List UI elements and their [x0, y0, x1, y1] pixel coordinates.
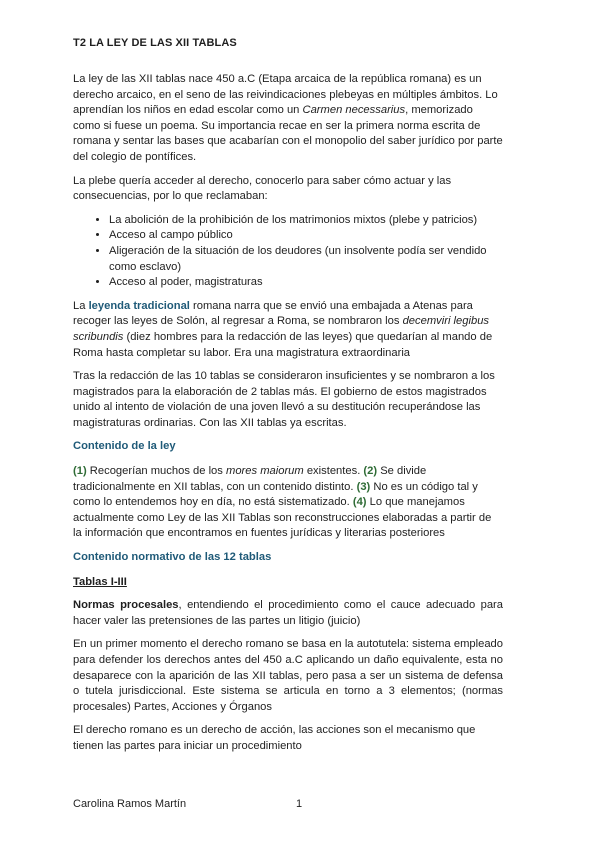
paragraph-legend: La leyenda tradicional romana narra que se envió una embajada a Atenas para recoger las leyes de Solón, al regresar a Roma, se nombraron los decemviri legibus scribundis (diez hombres para la redacción de las leyes) que quedarían al mando de Roma hasta completar su labor. Era una magistratura extraordinaria: [73, 299, 493, 359]
paragraph-tables: Tras la redacción de las 10 tablas se consideraron insuficientes y se nombraron a los magistrados para la elaboración de 2 tablas más. El gobierno de estos magistrados unido al intento de violación de una joven llevó a su destitución recuperándose las magistraturas ordinarias. Con las XII tablas ya escritas.: [73, 370, 495, 429]
paragraph-content-points: (1) Recogerían muchos de los mores maiorum existentes. (2) Se divide tradicionalmente en XII tablas, con un contenido distinto. (3) No es un código tal y como lo entendemos hoy en día, no está sistematizado. (4) Lo que manejamos actualmente como Ley de las XII Tablas son reconstrucciones elaboradas a partir de la información que encontramos en fuentes jurídicas y literarias posteriores: [73, 465, 492, 540]
paragraph-action: El derecho romano es un derecho de acción, las acciones son el mecanismo que tienen las partes para iniciar un procedimiento: [73, 724, 476, 752]
demands-list: [73, 213, 503, 291]
paragraph-plebe: La plebe quería acceder al derecho, conocerlo para saber cómo actuar y las consecuencias, por lo que reclamaban:: [73, 174, 452, 203]
footer-author: Carolina Ramos Martín: [73, 798, 187, 810]
list-item: • Aligeración de la situación de los deudores (un insolvente podía ser vendido como esclavo): [109, 244, 503, 275]
section-heading-normative: Contenido normativo de las 12 tablas: [73, 551, 272, 564]
list-item: • Acceso al poder, magistraturas: [109, 275, 503, 291]
paragraph-procedural: Normas procesales, entendiendo el procedimiento como el cauce adecuado para hacer valer las pretensiones de las partes un litigio (juicio): [73, 599, 503, 627]
list-item: • La abolición de la prohibición de los matrimonios mixtos (plebe y patricios): [109, 213, 503, 229]
paragraph-intro: La ley de las XII tablas nace 450 a.C (Etapa arcaica de la república romana) es un derecho arcaico, en el seno de las reivindicaciones plebeyas en múltiples ámbitos. Lo aprendían los niños en edad escolar como un Carmen necessarius, memorizado como si fuese un poema. Su importancia recae en ser la primera norma escrita de romana y sentar las bases que acabarían con el monopolio del saber jurídico por parte del colegio de pontífices.: [73, 73, 503, 163]
page-number: 1: [296, 798, 303, 810]
highlight-legend: leyenda tradicional: [88, 299, 190, 312]
list-item: • Acceso al campo público: [109, 228, 503, 244]
document-body: [73, 72, 503, 763]
paragraph-autotutela: En un primer momento el derecho romano se basa en la autotutela: sistema empleado para defender los derechos antes del 450 a.C aplicando un daño equivalente, esta no desaparece con la aparición de las XII tablas, pero pasa a ser un sistema de defensa o tutela jurisdiccional. Este sistema se articula en torno a 3 elementos; (normas procesales) Partes, Acciones y Órganos: [73, 638, 503, 713]
document-title: T2 LA LEY DE LAS XII TABLAS: [73, 37, 237, 49]
subheading-tables: Tablas I-III: [73, 575, 127, 588]
section-heading-content: Contenido de la ley: [73, 440, 176, 453]
